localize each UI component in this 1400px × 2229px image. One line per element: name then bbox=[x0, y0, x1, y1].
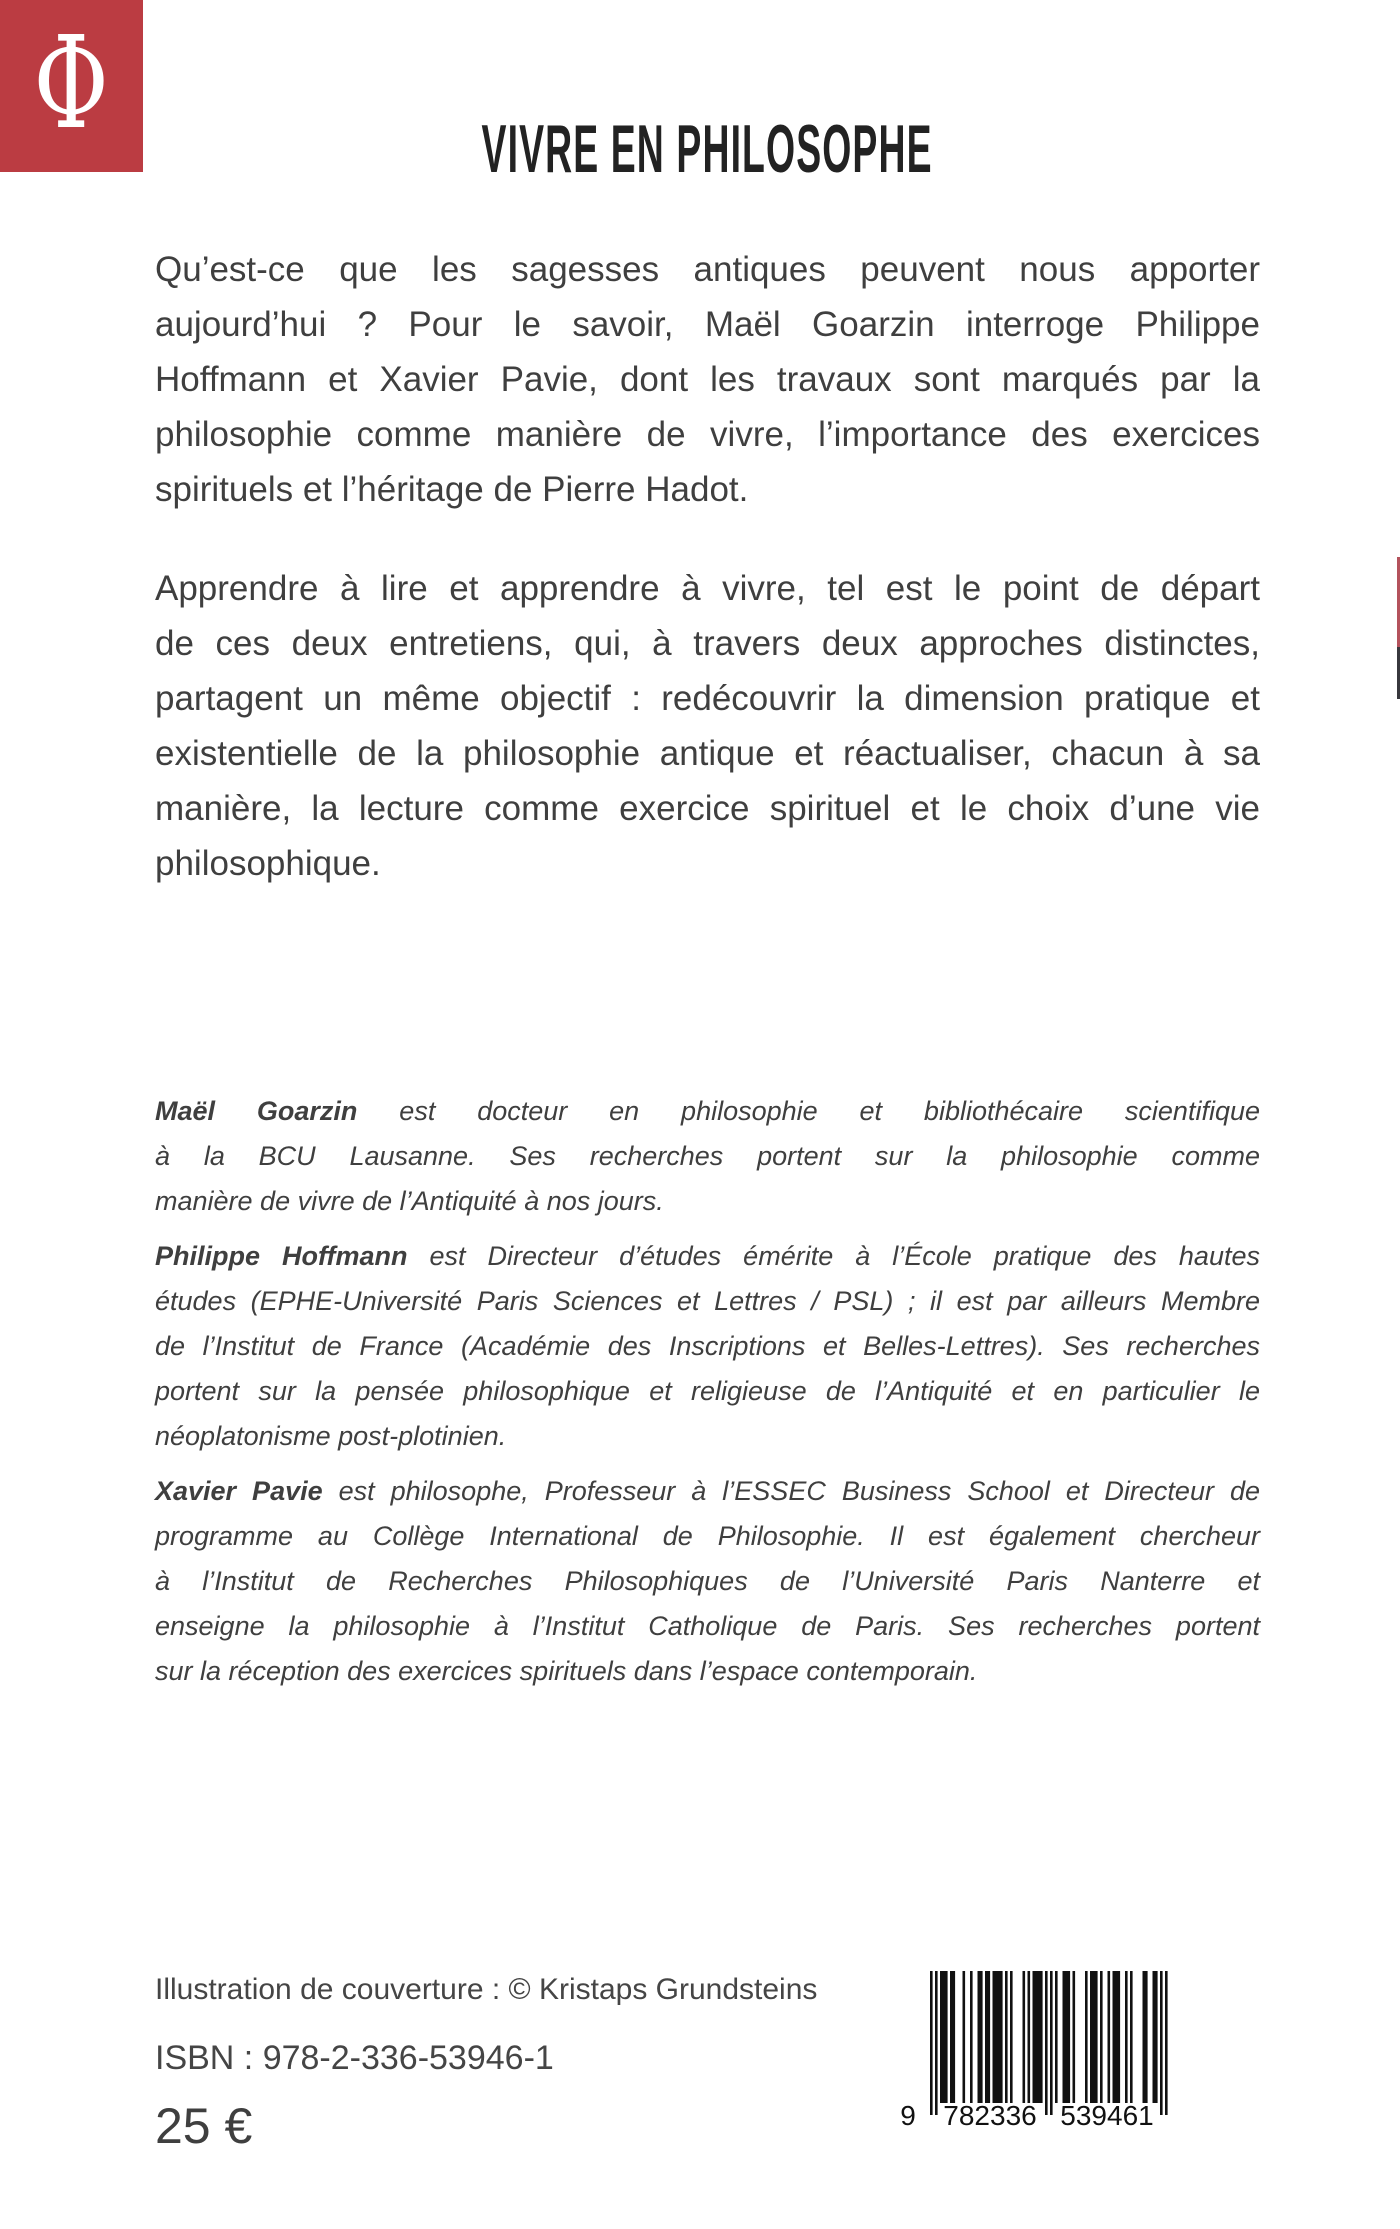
text-line: néoplatonisme post-plotinien. bbox=[155, 1421, 507, 1451]
barcode-bars bbox=[930, 1971, 1168, 2115]
text-line: à la BCU Lausanne. Ses recherches portent sur la philosophie comme bbox=[155, 1141, 1260, 1171]
intro-paragraph-1 bbox=[155, 242, 1260, 517]
text-line: Hoffmann et Xavier Pavie, dont les travaux sont marqués par la bbox=[155, 360, 1260, 399]
text-line: portent sur la pensée philosophique et religieuse de l’Antiquité et en particulier le bbox=[155, 1376, 1260, 1406]
barcode-digit-first: 9 bbox=[900, 2100, 916, 2131]
intro-paragraph-2 bbox=[155, 561, 1260, 891]
bio-philippe-hoffmann bbox=[155, 1234, 1260, 1459]
text-line: Apprendre à lire et apprendre à vivre, tel est le point de départ bbox=[155, 569, 1260, 608]
text-line: philosophie comme manière de vivre, l’importance des exercices bbox=[155, 415, 1260, 454]
text-line: manière de vivre de l’Antiquité à nos jours. bbox=[155, 1186, 664, 1216]
cover-illustration-credit: Illustration de couverture : © Kristaps Grundsteins bbox=[155, 1973, 818, 2006]
bio-xavier-pavie bbox=[155, 1469, 1260, 1694]
text-line: partagent un même objectif : redécouvrir la dimension pratique et bbox=[155, 679, 1260, 718]
book-title bbox=[155, 112, 1260, 187]
text-line: Qu’est-ce que les sagesses antiques peuvent nous apporter bbox=[155, 250, 1260, 289]
publisher-logo bbox=[0, 0, 143, 172]
bio-mael-goarzin bbox=[155, 1089, 1260, 1224]
price-text: 25 € bbox=[155, 2098, 253, 2154]
text-line: programme au Collège International de Philosophie. Il est également chercheur bbox=[155, 1521, 1260, 1551]
text-line: Xavier Pavie est philosophe, Professeur à l’ESSEC Business School et Directeur de bbox=[155, 1476, 1260, 1506]
text-line: philosophique. bbox=[155, 844, 381, 883]
phi-icon: Φ bbox=[34, 8, 109, 157]
text-line: existentielle de la philosophie antique et réactualiser, chacun à sa bbox=[155, 734, 1260, 773]
text-line: aujourd’hui ? Pour le savoir, Maël Goarzin interroge Philippe bbox=[155, 305, 1260, 344]
text-line: de ces deux entretiens, qui, à travers deux approches distinctes, bbox=[155, 624, 1260, 663]
text-line: études (EPHE-Université Paris Sciences et Lettres / PSL) ; il est par ailleurs Membre bbox=[155, 1286, 1260, 1316]
text-line: spirituels et l’héritage de Pierre Hadot. bbox=[155, 470, 749, 509]
ean13-barcode bbox=[888, 1968, 1208, 2133]
author-bios bbox=[155, 1089, 1260, 1704]
barcode-digits-left: 782336 bbox=[943, 2100, 1037, 2131]
text-line: enseigne la philosophie à l’Institut Catholique de Paris. Ses recherches portent bbox=[155, 1611, 1260, 1641]
text-line: à l’Institut de Recherches Philosophiques de l’Université Paris Nanterre et bbox=[155, 1566, 1260, 1596]
text-line: sur la réception des exercices spirituels dans l’espace contemporain. bbox=[155, 1656, 978, 1686]
text-line: manière, la lecture comme exercice spirituel et le choix d’une vie bbox=[155, 789, 1260, 828]
isbn-text: ISBN : 978-2-336-53946-1 bbox=[155, 2039, 554, 2077]
text-line: Philippe Hoffmann est Directeur d’études émérite à l’École pratique des hautes bbox=[155, 1241, 1260, 1271]
book-title-text: VIVRE EN PHILOSOPHE bbox=[481, 111, 934, 187]
barcode-digits-right: 539461 bbox=[1060, 2100, 1154, 2131]
text-line: Maël Goarzin est docteur en philosophie et bibliothécaire scientifique bbox=[155, 1096, 1260, 1126]
text-line: de l’Institut de France (Académie des Inscriptions et Belles-Lettres). Ses recherches bbox=[155, 1331, 1260, 1361]
